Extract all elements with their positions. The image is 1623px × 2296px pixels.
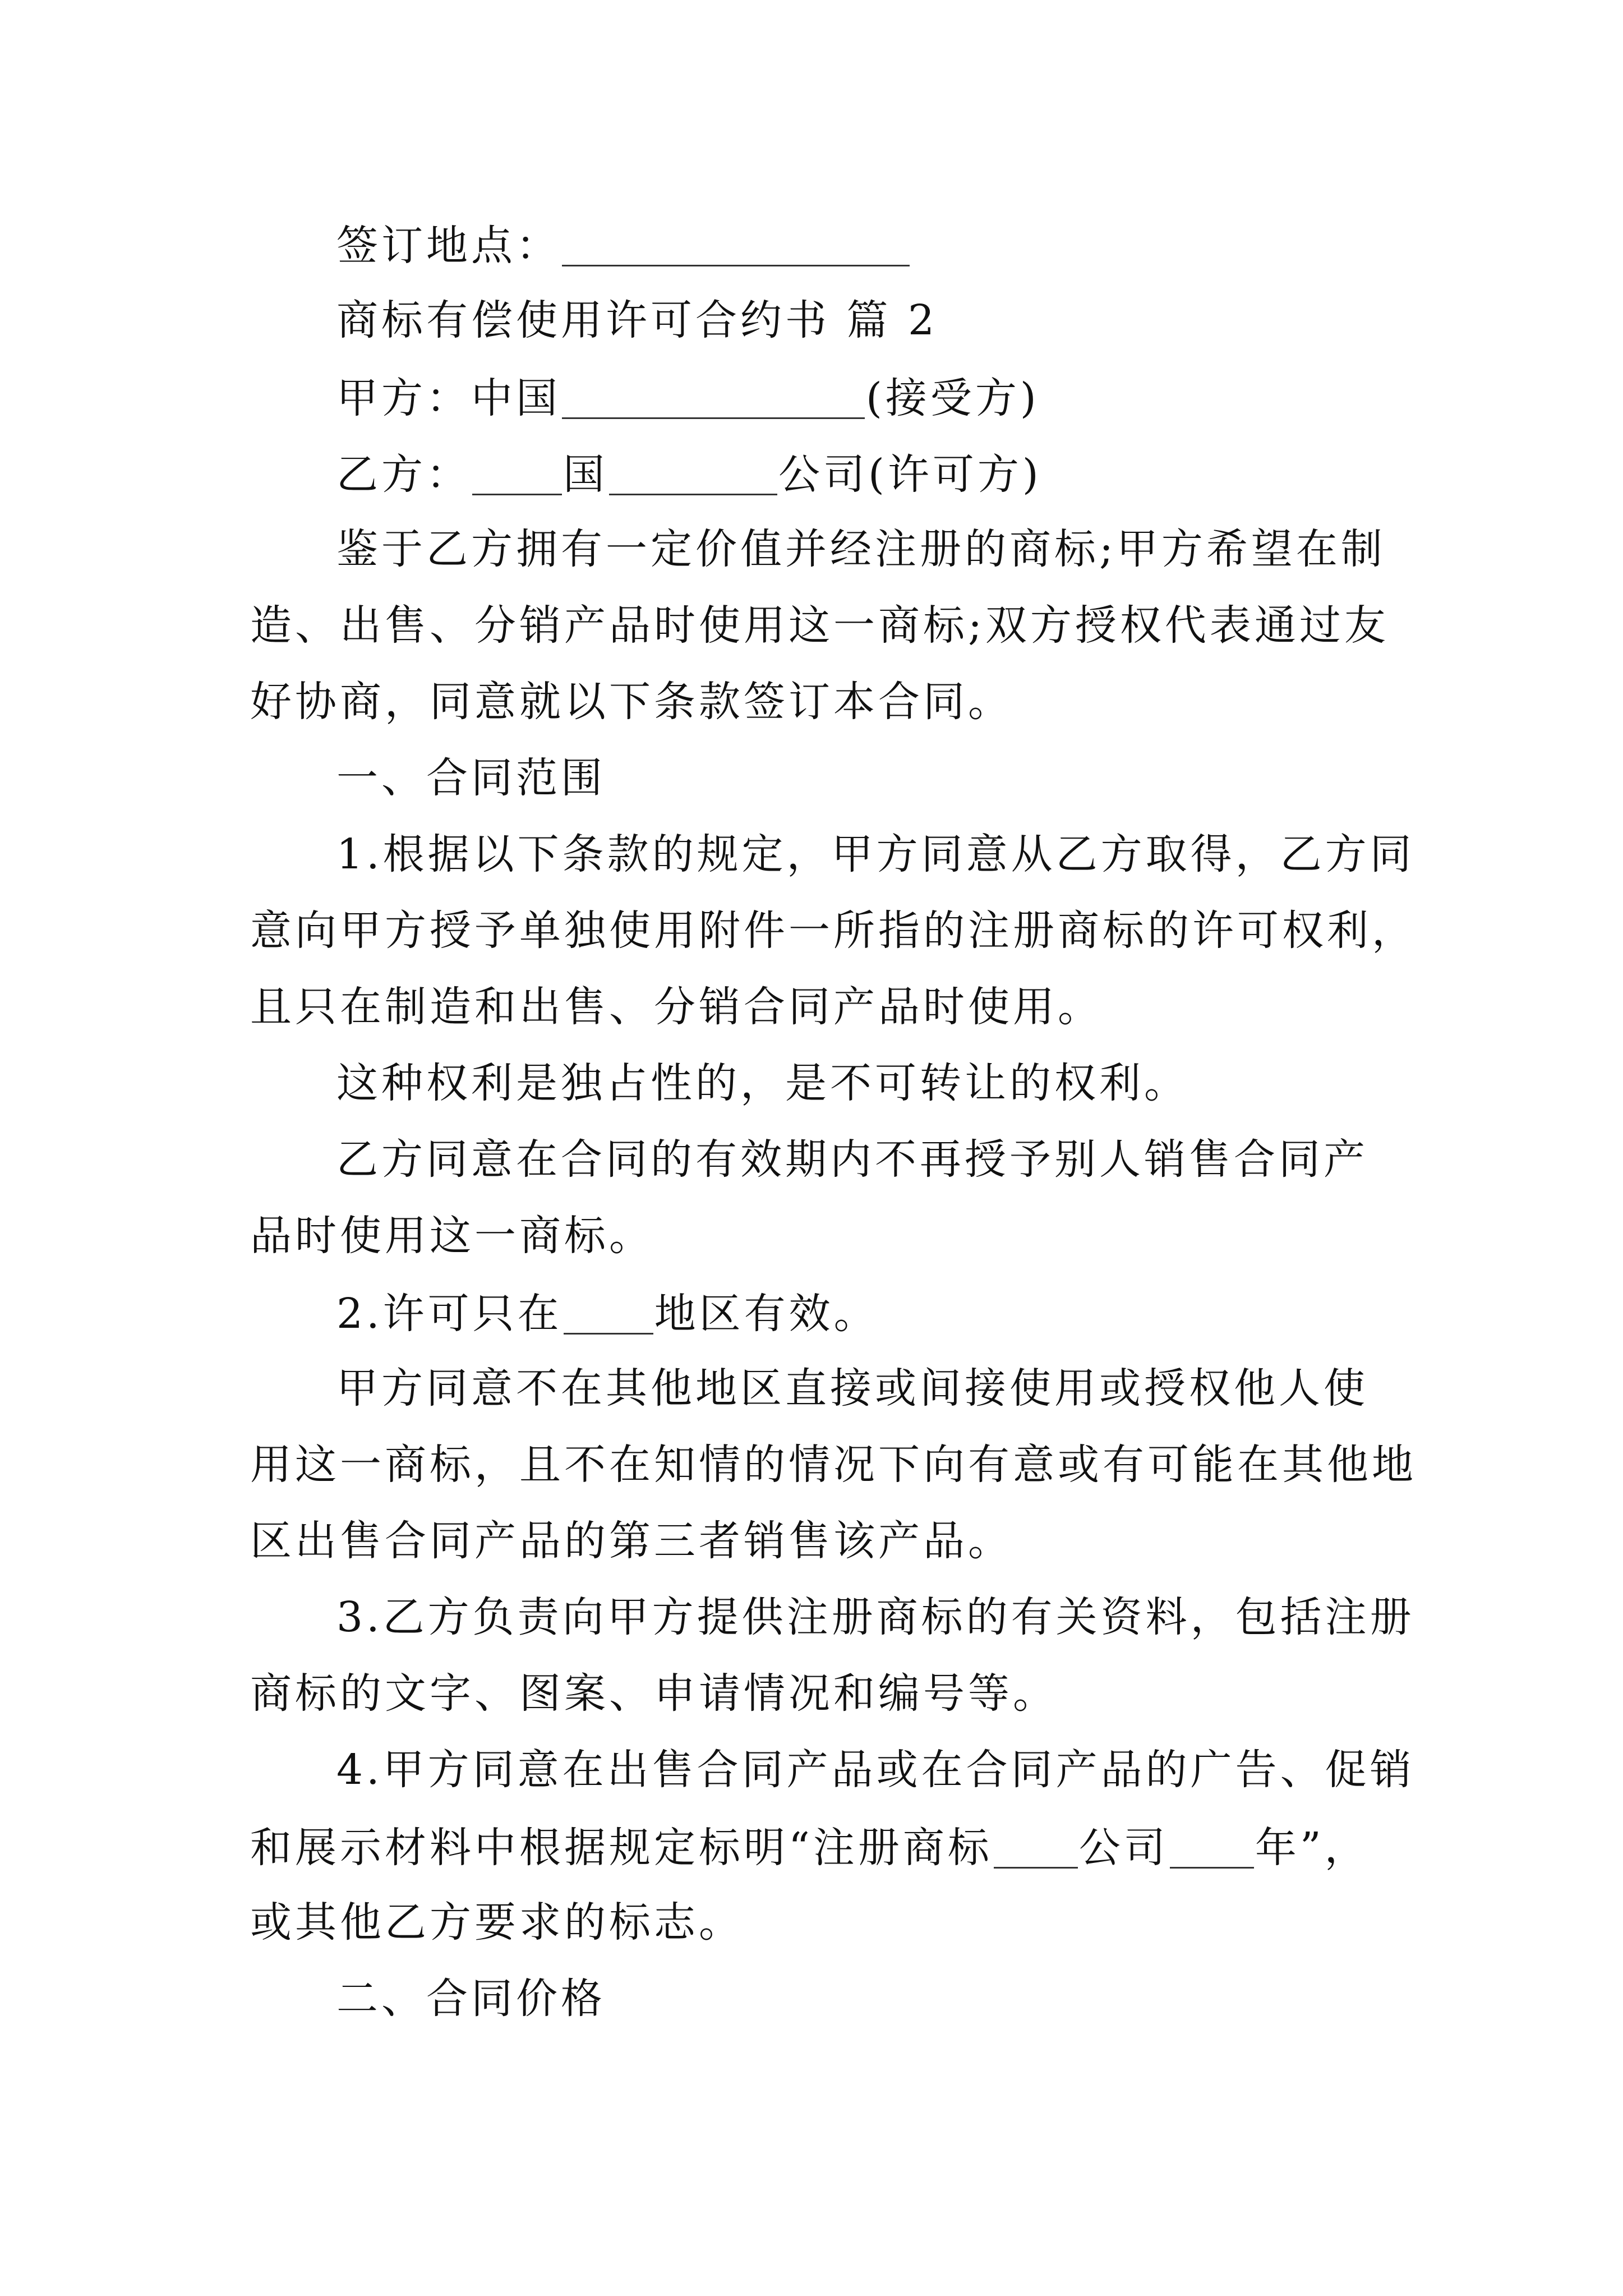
paragraph-line: 好协商，同意就以下条款签订本合同。 [250,678,1013,726]
blank-field [472,452,562,495]
blank-field [562,376,865,419]
contract-title: 商标有偿使用许可合约书 篇 2 [336,296,938,344]
blank-field [994,1825,1078,1869]
paragraph-line: 鉴于乙方拥有一定价值并经注册的商标;甲方希望在制 [336,525,1386,573]
paragraph-line: 品时使用这一商标。 [250,1212,654,1260]
blank-field [564,1291,653,1335]
paragraph-line: 用这一商标，且不在知情的情况下向有意或有可能在其他地 [250,1441,1417,1489]
section-heading: 二、合同价格 [336,1975,606,2023]
paragraph-line: 1.根据以下条款的规定，甲方同意从乙方取得，乙方同 [336,830,1415,878]
party-b-line: 乙方： 国 公司(许可方) [336,450,1042,499]
paragraph-line: 意向甲方授予单独使用附件一所指的注册商标的许可权利， [250,907,1417,955]
paragraph-line: 3.乙方负责向甲方提供注册商标的有关资料，包括注册 [336,1593,1415,1641]
blank-field [562,223,910,266]
paragraph-line: 2.许可只在 地区有效。 [336,1290,879,1338]
paragraph-line: 且只在制造和出售、分销合同产品时使用。 [250,983,1103,1031]
blank-field [609,452,777,495]
paragraph-line: 乙方同意在合同的有效期内不再授予别人销售合同产 [336,1135,1368,1184]
paragraph-line: 造、出售、分销产品时使用这一商标;双方授权代表通过友 [250,601,1389,650]
paragraph-line: 或其他乙方要求的标志。 [250,1898,744,1947]
paragraph-line: 和展示材料中根据规定标明“注册商标 公司 年”， [250,1824,1370,1872]
section-heading: 一、合同范围 [336,754,606,802]
paragraph-line: 甲方同意不在其他地区直接或间接使用或授权他人使 [336,1364,1368,1412]
paragraph-line: 这种权利是独占性的，是不可转让的权利。 [336,1059,1189,1107]
paragraph-line: 4.甲方同意在出售合同产品或在合同产品的广告、促销 [336,1746,1415,1794]
party-a-line: 甲方：中国 (接受方) [336,374,1040,422]
sign-place-line: 签订地点： [336,223,911,266]
paragraph-line: 区出售合同产品的第三者销售该产品。 [250,1517,1013,1565]
blank-field [1170,1825,1254,1869]
paragraph-line: 商标的文字、图案、申请情况和编号等。 [250,1669,1058,1718]
